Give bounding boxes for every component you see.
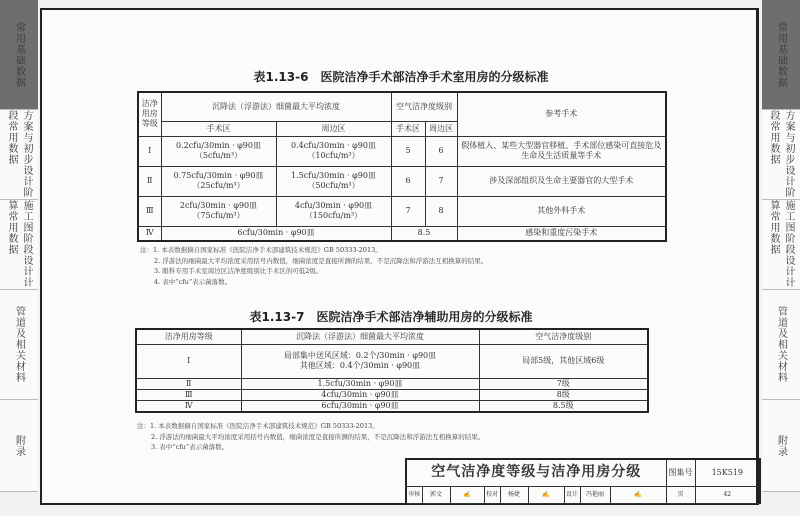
side-tab-construction-design-right[interactable]: 施工图阶段设计计算常用数据 — [762, 200, 800, 290]
peri-conc: （50cfu/m³） — [307, 181, 360, 190]
header-grade: 洁净用房等级 — [136, 329, 241, 344]
side-tab-appendix-right[interactable]: 附录 — [762, 400, 800, 492]
reference: 涉及深部组织及生命主要器官的大型手术 — [457, 166, 666, 196]
table-row — [136, 400, 648, 412]
check-label: 校对 — [484, 486, 500, 503]
op-value — [161, 136, 276, 166]
note: 2. 浮游法的细菌最大平均浓度采用括号内数值，细菌浓度是直接所测的结果，不是沉降法和浮游法互相换算的结果。 — [151, 432, 485, 441]
table-row — [138, 136, 666, 166]
header-sedimentation: 沉降法（浮游法）细菌最大平均浓度 — [241, 329, 479, 344]
grade: Ⅲ — [136, 389, 241, 400]
checker: 杨婕 — [500, 486, 528, 503]
reviewer-signature: ✍ — [450, 486, 484, 503]
air-op: 6 — [391, 166, 425, 196]
note: 3. 表中“cfu”表示菌落数。 — [151, 443, 229, 451]
op-conc: （5cfu/m³） — [194, 151, 243, 160]
air-peri: 7 — [425, 166, 457, 196]
page-label: 页 — [666, 486, 695, 503]
table2-notes — [137, 421, 484, 453]
designer-signature: ✍ — [610, 486, 666, 503]
sed-value: 6cfu/30min · φ90皿 — [241, 400, 479, 412]
op-count: 2cfu/30min · φ90皿 — [179, 201, 258, 210]
review-label: 审核 — [406, 486, 422, 503]
header-op-zone-air: 手术区 — [391, 121, 425, 136]
table-row — [138, 196, 666, 226]
sed-other: 其他区域：0.4个/30min · φ90皿 — [299, 361, 421, 370]
table-row — [136, 344, 648, 378]
header-air-class: 空气洁净度级别 — [391, 92, 457, 121]
designer: 冯艳丽 — [580, 486, 610, 503]
side-tab-preliminary-design[interactable]: 方案与初步设计阶段常用数据 — [0, 110, 38, 200]
op-conc: （75cfu/m³） — [192, 211, 245, 220]
grade: Ⅱ — [138, 166, 161, 196]
grade: Ⅳ — [138, 226, 161, 241]
peri-value — [276, 196, 391, 226]
air-class: 7级 — [479, 378, 648, 389]
table-row — [136, 389, 648, 400]
checker-signature: ✍ — [528, 486, 564, 503]
peri-value — [276, 166, 391, 196]
atlas-label: 图集号 — [666, 459, 695, 486]
table1 — [137, 91, 667, 242]
grade: Ⅰ — [138, 136, 161, 166]
title-block — [405, 458, 761, 504]
table2-title: 表1.13-7 医院洁净手术部洁净辅助用房的分级标准 — [249, 310, 533, 324]
side-tab-basic-data-right[interactable]: 常用基础数据 — [762, 0, 800, 110]
side-tab-preliminary-design-right[interactable]: 方案与初步设计阶段常用数据 — [762, 110, 800, 200]
header-air-class: 空气洁净度级别 — [479, 329, 648, 344]
header-sedimentation: 沉降法（浮游法）细菌最大平均浓度 — [161, 92, 391, 121]
sed-value — [241, 344, 479, 378]
air-class: 8.5 — [391, 226, 457, 241]
peri-value — [276, 136, 391, 166]
header-peri-zone-air: 周边区 — [425, 121, 457, 136]
note: 3. 眼科专用手术室周边区洁净度级别比手术区的可低2级。 — [154, 267, 323, 275]
sed-value: 4cfu/30min · φ90皿 — [241, 389, 479, 400]
op-value — [161, 166, 276, 196]
sed-local: 局部集中送风区域：0.2个/30min · φ90皿 — [283, 351, 437, 360]
side-tab-construction-design[interactable]: 施工图阶段设计计算常用数据 — [0, 200, 38, 290]
side-tab-pipes-materials[interactable]: 管道及相关材料 — [0, 290, 38, 400]
sed-value: 1.5cfu/30min · φ90皿 — [241, 378, 479, 389]
grade: Ⅱ — [136, 378, 241, 389]
air-class: 局部5级，其他区域6级 — [479, 344, 648, 378]
peri-conc: （10cfu/m³） — [307, 151, 360, 160]
op-count: 0.75cfu/30min · φ90皿 — [173, 171, 264, 180]
op-value — [161, 196, 276, 226]
note: 4. 表中“cfu”表示菌落数。 — [154, 277, 232, 286]
header-grade: 洁净用房等级 — [138, 92, 161, 136]
peri-count: 4cfu/30min · φ90皿 — [294, 201, 373, 210]
page-number: 42 — [695, 486, 760, 503]
grade: Ⅰ — [136, 344, 241, 378]
atlas-number: 15K519 — [695, 459, 760, 486]
air-peri: 6 — [425, 136, 457, 166]
air-peri: 8 — [425, 196, 457, 226]
note: 注：1. 本表数据摘自国家标准《医院洁净手术部建筑技术规范》GB 50333-2013。 — [137, 422, 379, 430]
sed-value: 6cfu/30min · φ90皿 — [161, 226, 391, 241]
air-class: 8级 — [479, 389, 648, 400]
header-peri-zone: 周边区 — [276, 121, 391, 136]
op-conc: （25cfu/m³） — [192, 181, 245, 190]
grade: Ⅳ — [136, 400, 241, 412]
air-op: 5 — [391, 136, 425, 166]
peri-count: 1.5cfu/30min · φ90皿 — [291, 171, 376, 180]
design-label: 设计 — [564, 486, 580, 503]
reference: 感染和重度污染手术 — [457, 226, 666, 241]
note: 注：1. 本表数据摘自国家标准《医院洁净手术部建筑技术规范》GB 50333-2013。 — [140, 246, 382, 254]
side-tab-pipes-materials-right[interactable]: 管道及相关材料 — [762, 290, 800, 400]
side-tab-basic-data[interactable]: 常用基础数据 — [0, 0, 38, 110]
table1-notes — [140, 245, 487, 287]
note: 2. 浮游法的细菌最大平均浓度采用括号内数值，细菌浓度是直接所测的结果，不是沉降法和浮游法互相换算的结果。 — [154, 256, 488, 265]
side-tab-appendix[interactable]: 附录 — [0, 400, 38, 492]
reference: 其他外科手术 — [457, 196, 666, 226]
table-row — [136, 378, 648, 389]
reference: 假体植入、某些大型器官移植、手术部位感染可直接危及生命及生活质量等手术 — [457, 136, 666, 166]
peri-conc: （150cfu/m³） — [304, 211, 363, 220]
table-row — [138, 226, 666, 241]
op-count: 0.2cfu/30min · φ90皿 — [176, 141, 261, 150]
table1-title: 表1.13-6 医院洁净手术部洁净手术室用房的分级标准 — [253, 70, 549, 84]
grade: Ⅲ — [138, 196, 161, 226]
drawing-title: 空气洁净度等级与洁净用房分级 — [406, 459, 666, 486]
header-op-zone: 手术区 — [161, 121, 276, 136]
peri-count: 0.4cfu/30min · φ90皿 — [291, 141, 376, 150]
header-reference: 参考手术 — [457, 92, 666, 136]
air-class: 8.5级 — [479, 400, 648, 412]
table2 — [135, 328, 649, 413]
air-op: 7 — [391, 196, 425, 226]
reviewer: 郭文 — [422, 486, 450, 503]
table-row — [138, 166, 666, 196]
